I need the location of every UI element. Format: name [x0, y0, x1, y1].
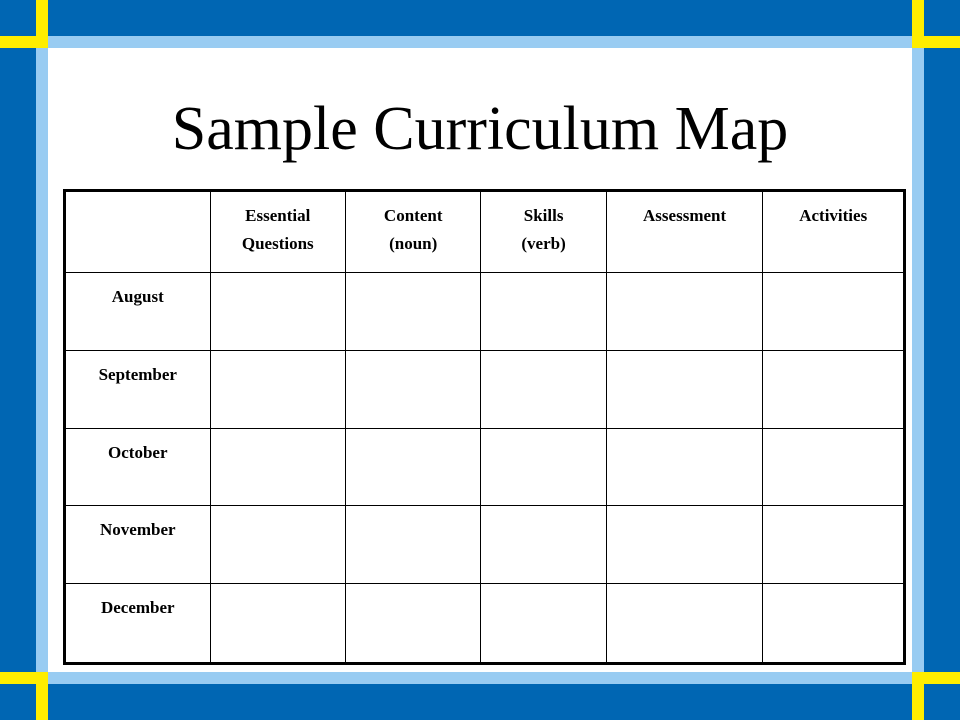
table-cell [481, 584, 606, 664]
table-cell [763, 428, 905, 506]
header-cell-label: (verb) [521, 234, 566, 253]
table-cell [210, 428, 345, 506]
table-cell [481, 428, 606, 506]
table-row [65, 506, 905, 584]
table-cell [345, 428, 480, 506]
month-label: September [65, 350, 211, 428]
corner-decoration-top-left-horizontal [0, 36, 48, 48]
table-cell [481, 350, 606, 428]
header-cell [606, 191, 763, 273]
table-cell [210, 506, 345, 584]
header-cell [763, 191, 905, 273]
table-cell [606, 428, 763, 506]
header-cell-label: Skills [523, 206, 564, 225]
corner-decoration-bottom-right-horizontal [912, 672, 960, 684]
table-row [65, 428, 905, 506]
header-cell-corner [65, 191, 211, 273]
table-row [65, 273, 905, 351]
table-cell [606, 584, 763, 664]
month-label: December [65, 584, 211, 664]
table-cell [606, 506, 763, 584]
table-cell [763, 506, 905, 584]
table-cell [345, 506, 480, 584]
month-label: October [65, 428, 211, 506]
table-cell [345, 350, 480, 428]
table-cell [481, 273, 606, 351]
table-cell [345, 584, 480, 664]
month-label: August [65, 273, 211, 351]
slide-title: Sample Curriculum Map [171, 95, 789, 163]
corner-decoration-bottom-left-horizontal [0, 672, 48, 684]
corner-decoration-top-right-horizontal [912, 36, 960, 48]
table-cell [481, 506, 606, 584]
header-cell [345, 191, 480, 273]
header-cell-label: Content [383, 206, 443, 225]
header-cell [481, 191, 606, 273]
table-row [65, 350, 905, 428]
table-cell [210, 350, 345, 428]
curriculum-map-table [63, 189, 906, 665]
table-cell [763, 584, 905, 664]
month-label: November [65, 506, 211, 584]
table-header-row [65, 191, 905, 273]
table-cell [763, 273, 905, 351]
header-cell-label: Essential Questions [241, 206, 314, 253]
table-cell [210, 584, 345, 664]
header-cell [210, 191, 345, 273]
table-cell [606, 350, 763, 428]
table-cell [210, 273, 345, 351]
header-cell-label: Assessment [643, 206, 727, 225]
header-cell-label: (noun) [389, 234, 438, 253]
header-cell-label: Activities [799, 206, 868, 225]
table-cell [606, 273, 763, 351]
table-cell [763, 350, 905, 428]
table-cell [345, 273, 480, 351]
table-row [65, 584, 905, 664]
